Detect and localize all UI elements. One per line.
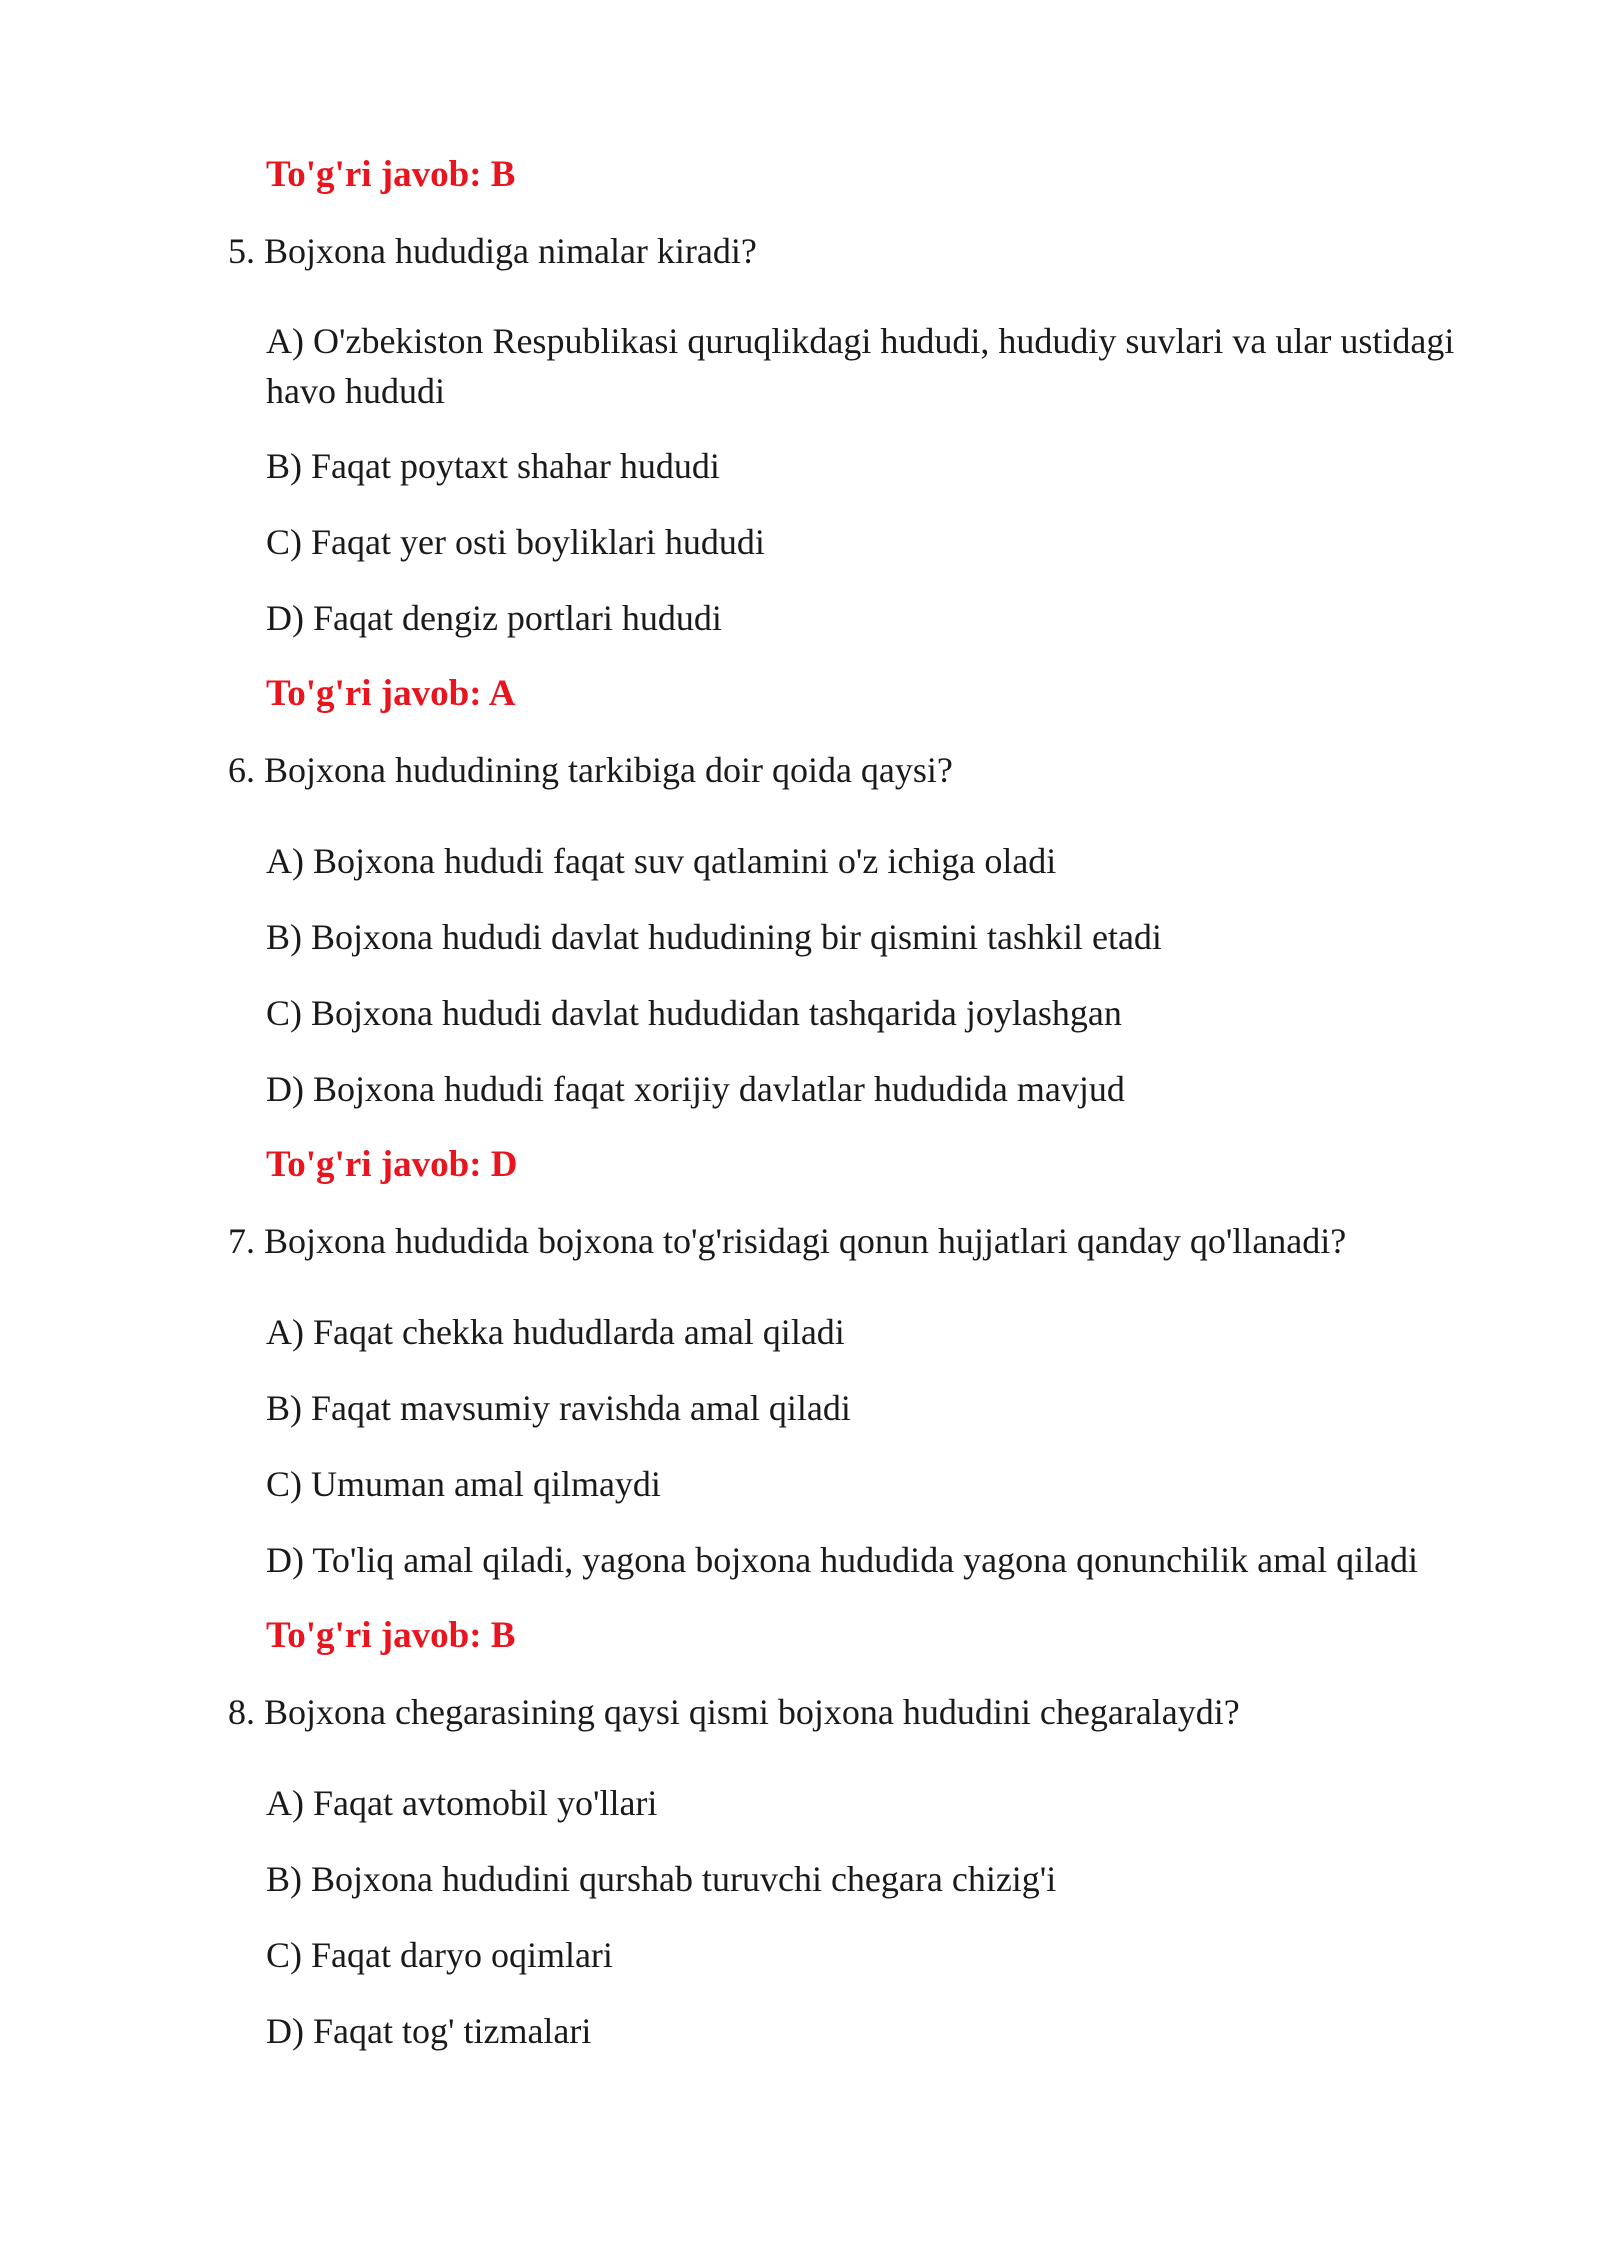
question-8: 8. Bojxona chegarasining qaysi qismi bojxona hududini chegaralaydi? (228, 1692, 1240, 1732)
question-7-option-b: B) Faqat mavsumiy ravishda amal qiladi (266, 1388, 851, 1428)
question-6-answer: To'g'ri javob: D (266, 1144, 518, 1185)
question-5-option-a: A) O'zbekiston Respublikasi quruqlikdagi hududi, hududiy suvlari va ular ustidagi havo hududi (266, 321, 1455, 411)
question-7-option-a: A) Faqat chekka hududlarda amal qiladi (266, 1312, 845, 1352)
question-7-option-c: C) Umuman amal qilmaydi (266, 1464, 661, 1504)
question-5-option-c: C) Faqat yer osti boyliklari hududi (266, 522, 765, 562)
question-8-option-c: C) Faqat daryo oqimlari (266, 1935, 613, 1975)
question-6-option-d: D) Bojxona hududi faqat xorijiy davlatlar hududida mavjud (266, 1069, 1125, 1109)
question-7-option-d: D) To'liq amal qiladi, yagona bojxona hududida yagona qonunchilik amal qiladi (266, 1540, 1419, 1580)
question-8-option-d: D) Faqat tog' tizmalari (266, 2011, 592, 2051)
question-7-answer: To'g'ri javob: B (266, 1615, 516, 1656)
question-5-option-b: B) Faqat poytaxt shahar hududi (266, 446, 720, 486)
question-5-answer: To'g'ri javob: A (266, 673, 516, 714)
correct-answer-prev: To'g'ri javob: B (266, 154, 516, 195)
question-8-option-a: A) Faqat avtomobil yo'llari (266, 1783, 658, 1823)
question-6-option-a: A) Bojxona hududi faqat suv qatlamini o'z ichiga oladi (266, 841, 1057, 881)
question-7: 7. Bojxona hududida bojxona to'g'risidagi qonun hujjatlari qanday qo'llanadi? (228, 1221, 1347, 1261)
question-6: 6. Bojxona hududining tarkibiga doir qoida qaysi? (228, 750, 953, 790)
question-5-option-d: D) Faqat dengiz portlari hududi (266, 598, 722, 638)
question-6-option-b: B) Bojxona hududi davlat hududining bir qismini tashkil etadi (266, 917, 1162, 957)
question-8-option-b: B) Bojxona hududini qurshab turuvchi chegara chizig'i (266, 1859, 1057, 1899)
question-5: 5. Bojxona hududiga nimalar kiradi? (228, 231, 757, 271)
question-6-option-c: C) Bojxona hududi davlat hududidan tashqarida joylashgan (266, 993, 1122, 1033)
